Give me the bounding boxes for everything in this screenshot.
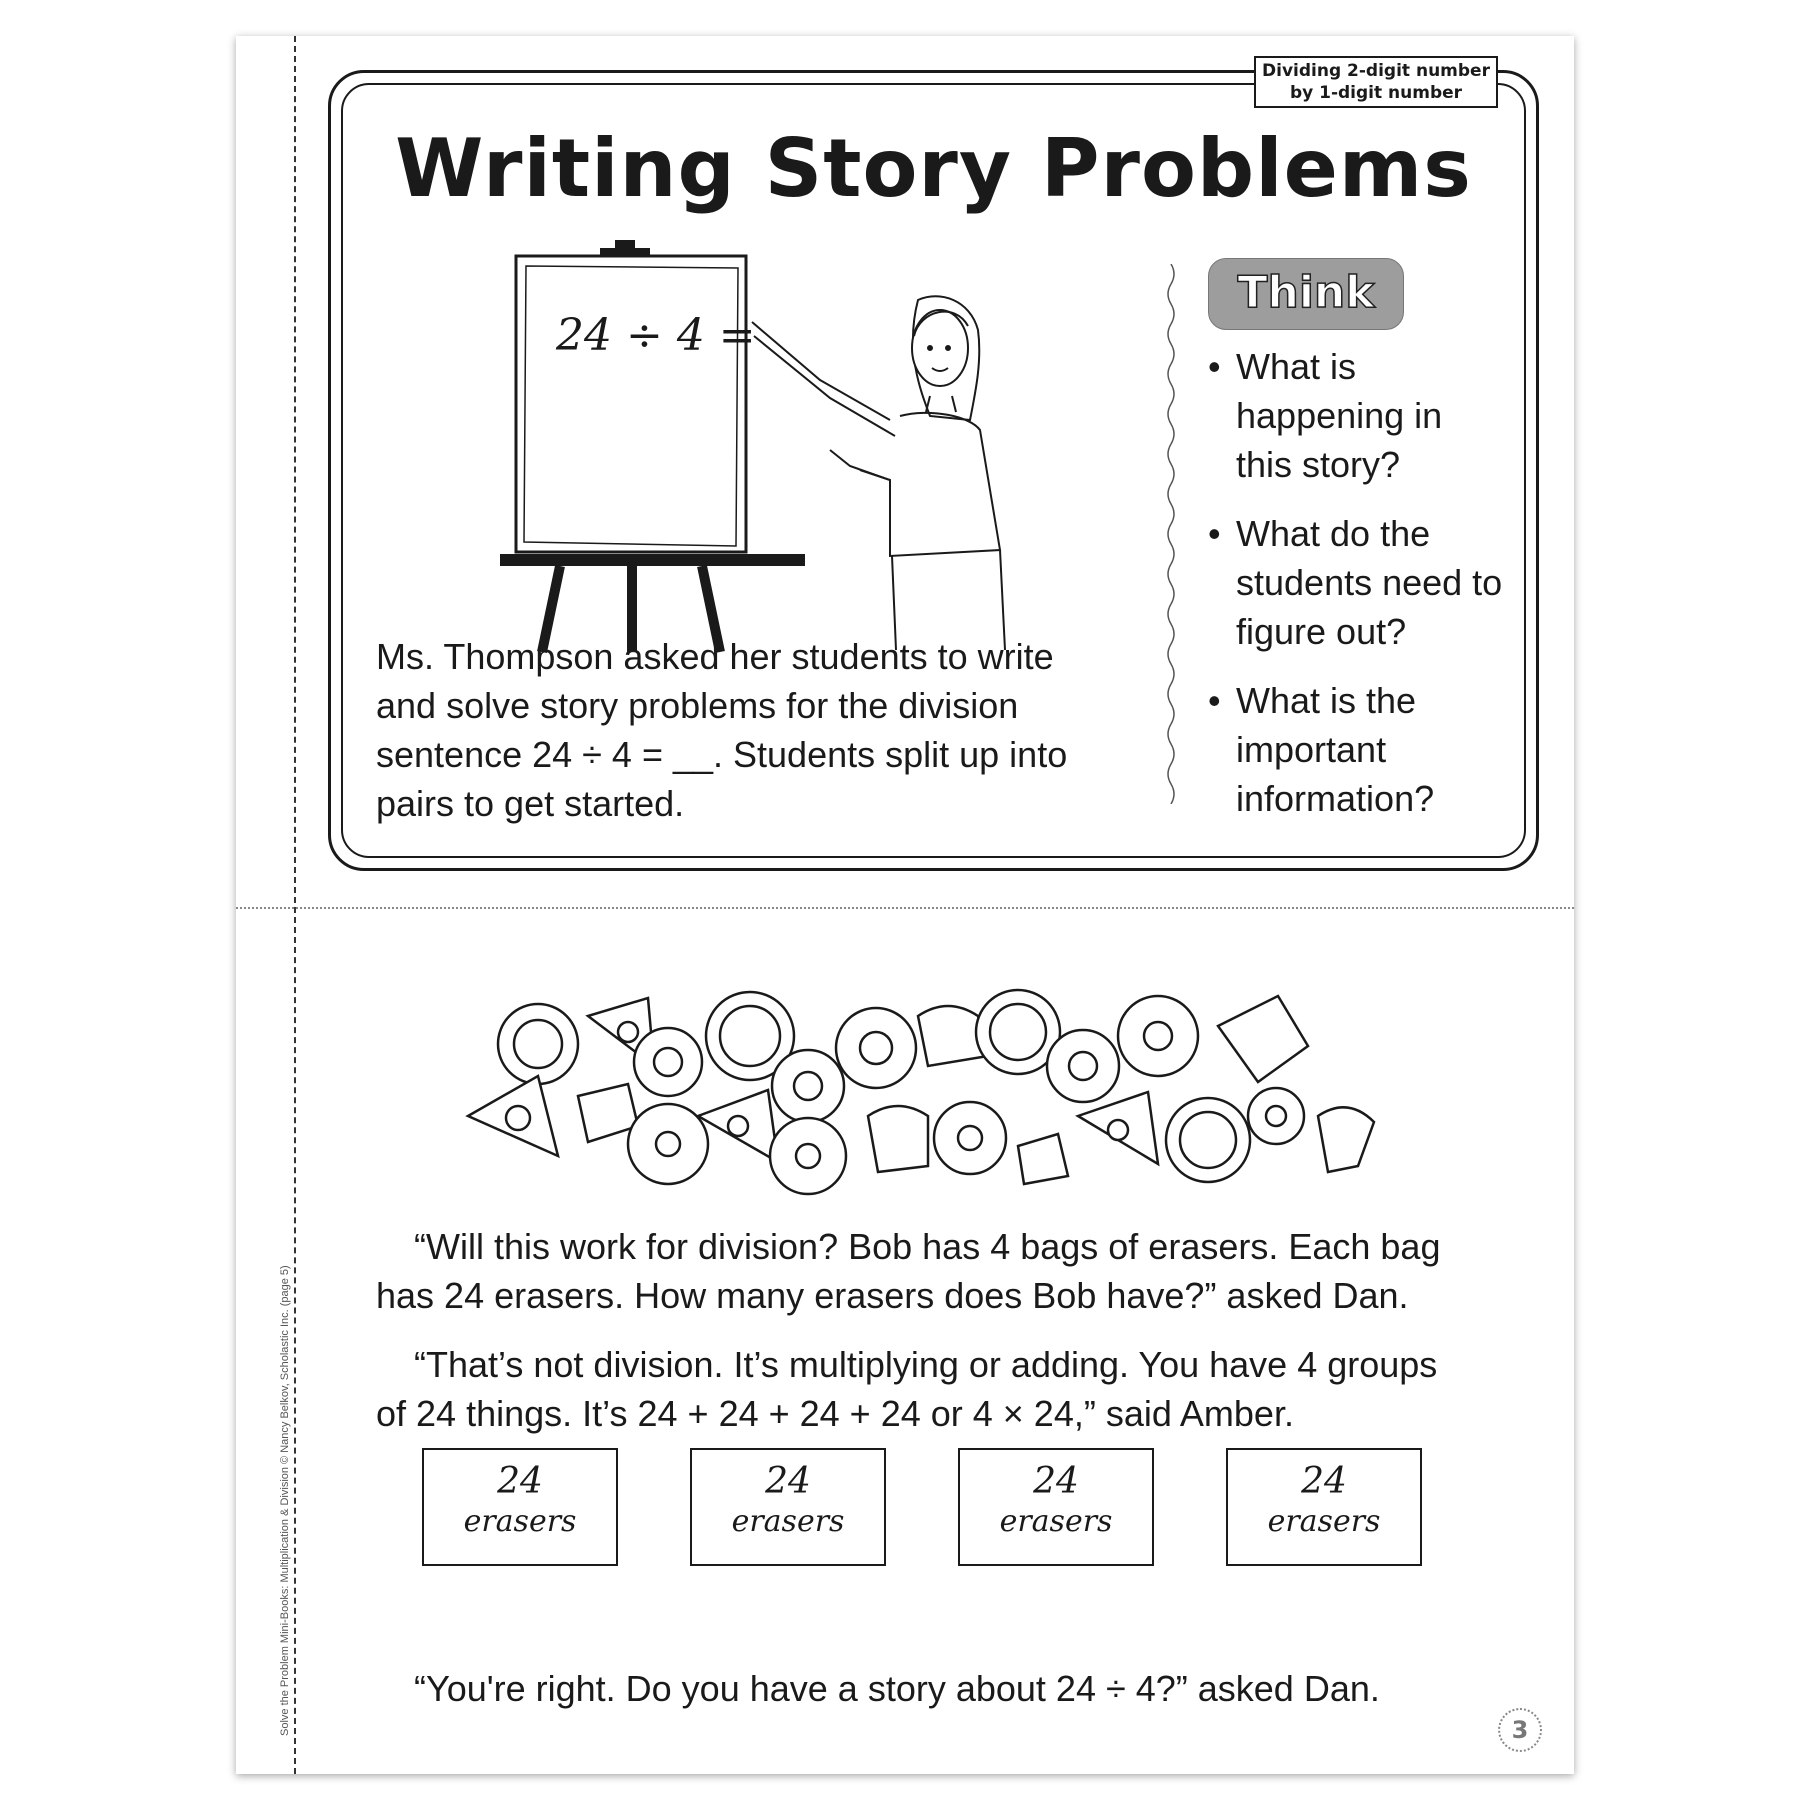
page-number: 3 [1498,1708,1542,1752]
group-box [1226,1448,1422,1566]
story-paragraph-2: “That’s not division. It’s multiplying or adding. You have 4 groups of 24 things. It’s 24 + 24 + 24 + 24 or 4 × 24,” said Amber. [376,1344,1438,1434]
story-paragraph-1: “Will this work for division? Bob has 4 bags of erasers. Each bag has 24 erasers. How many erasers does Bob have?” asked Dan. [376,1226,1441,1316]
eraser-pile [468,990,1374,1194]
divider-squiggle [1161,264,1181,804]
think-questions [1208,342,1508,843]
teacher-figure [752,296,1005,650]
think-badge: Think [1208,258,1404,330]
think-question: • What do the students need to figure out? [1208,509,1508,656]
fold-line [236,907,1574,909]
intro-paragraph: Ms. Thompson asked her students to write and solve story problems for the division sentence 24 ÷ 4 = __. Students split up into pairs to get started. [376,636,1068,824]
easel-board [516,256,746,552]
group-unit: erasers [999,1504,1113,1539]
teacher-easel-illustration [500,240,1060,660]
think-question: • What is happening in this story? [1208,342,1508,489]
skill-tag-line-1: Dividing 2-digit number [1262,61,1490,81]
copyright-credit: Solve the Problem Mini-Books: Multiplication & Division © Nancy Belkov, Scholastic Inc. (page 5) [279,1265,291,1736]
easel-ledge [500,554,805,566]
board-equation: 24 ÷ 4 = [556,310,756,361]
group-count: 24 [1301,1461,1347,1502]
think-question: • What is the important information? [1208,676,1508,823]
group-box [690,1448,886,1566]
page-title: Writing Story Problems [395,122,1472,215]
cut-line [294,36,296,1774]
group-unit: erasers [1267,1504,1381,1539]
group-count: 24 [497,1461,543,1502]
group-unit: erasers [731,1504,845,1539]
worksheet-page [236,36,1574,1774]
group-box [422,1448,618,1566]
group-box [958,1448,1154,1566]
group-count: 24 [1033,1461,1079,1502]
group-count: 24 [765,1461,811,1502]
erasers-illustration [458,966,1398,1196]
skill-tag-line-2: by 1-digit number [1289,83,1463,103]
skill-tag [1254,56,1498,108]
group-unit: erasers [463,1504,577,1539]
story-paragraph-3: “You're right. Do you have a story about 24 ÷ 4?” asked Dan. [414,1668,1380,1709]
easel-clip-top [615,240,635,250]
